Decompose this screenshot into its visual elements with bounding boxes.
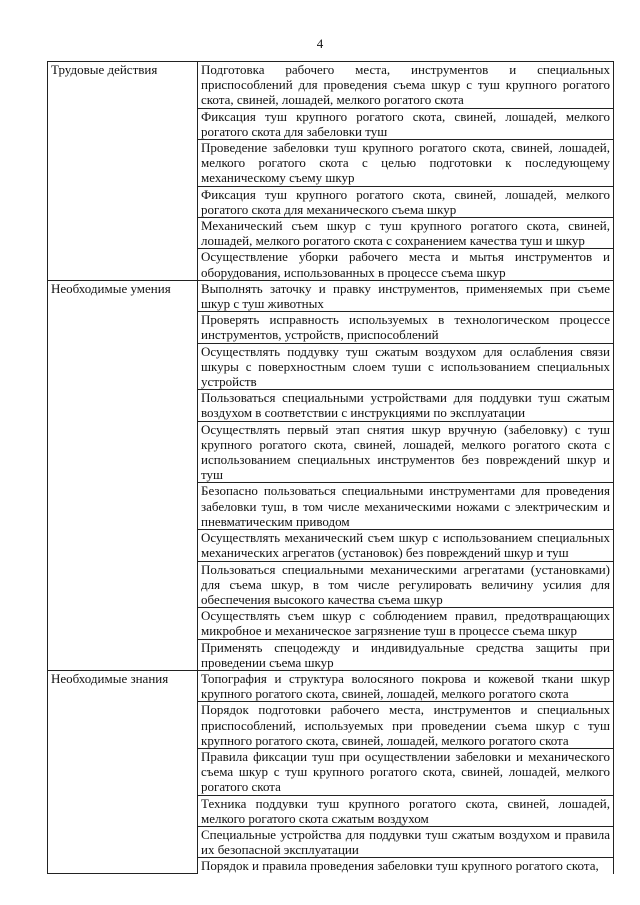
section-item: Порядок и правила проведения забеловки туш крупного рогатого скота, [198,858,614,874]
section-item: Проверять исправность используемых в технологическом процессе инструментов, устройств, приспособлений [198,312,614,343]
competency-table [47,61,614,874]
section-item: Подготовка рабочего места, инструментов и специальных приспособлений для проведения съема шкур с туш крупного рогатого скота, свиней, лошадей, мелкого рогатого скота [198,62,614,109]
section-label: Трудовые действия [48,62,198,281]
section-item: Специальные устройства для поддувки туш сжатым воздухом и правила их безопасной эксплуатации [198,826,614,857]
section-label: Необходимые знания [48,670,198,873]
table-row [48,62,614,109]
section-item: Осуществлять съем шкур с соблюдением правил, предотвращающих микробное и механическое загрязнение туш в процессе съема шкур [198,608,614,639]
page-number: 4 [316,36,324,51]
section-item: Пользоваться специальными механическими агрегатами (установками) для съема шкур, в том числе регулировать величину усилия для обеспечения высокого качества съема шкур [198,561,614,608]
section-item: Применять спецодежду и индивидуальные средства защиты при проведении съема шкур [198,639,614,670]
section-item: Фиксация туш крупного рогатого скота, свиней, лошадей, мелкого рогатого скота для механического съема шкур [198,186,614,217]
section-item: Правила фиксации туш при осуществлении забеловки и механического съема шкур с туш крупного рогатого скота, свиней, лошадей, мелкого рогатого скота [198,748,614,795]
section-item: Фиксация туш крупного рогатого скота, свиней, лошадей, мелкого рогатого скота для забеловки туш [198,108,614,139]
section-item: Техника поддувки туш крупного рогатого скота, свиней, лошадей, мелкого рогатого скота сжатым воздухом [198,795,614,826]
section-item: Осуществление уборки рабочего места и мытья инструментов и оборудования, использованных в процессе съема шкур [198,249,614,280]
section-item: Пользоваться специальными устройствами для поддувки туш сжатым воздухом в соответствии с инструкциями по эксплуатации [198,390,614,421]
section-item: Выполнять заточку и правку инструментов, применяемых при съеме шкур с туш животных [198,280,614,311]
section-item: Осуществлять первый этап снятия шкур вручную (забеловку) с туш крупного рогатого скота, свиней, лошадей, мелкого рогатого скота с использованием специальных инструментов без повреждений шкур и туш [198,421,614,483]
table-row [48,670,614,701]
table-body [48,62,614,874]
section-item: Механический съем шкур с туш крупного рогатого скота, свиней, лошадей, мелкого рогатого скота с сохранением качества туш и шкур [198,218,614,249]
section-label: Необходимые умения [48,280,198,670]
table-row [48,280,614,311]
section-item: Топография и структура волосяного покрова и кожевой ткани шкур крупного рогатого скота, свиней, лошадей, мелкого рогатого скота [198,670,614,701]
section-item: Порядок подготовки рабочего места, инструментов и специальных приспособлений, используемых при проведении съема шкур с туш крупного рогатого скота, свиней, лошадей, мелкого рогатого скота [198,702,614,749]
section-item: Безопасно пользоваться специальными инструментами для проведения забеловки туш, в том числе механическими ножами с электрическим и пневматическим приводом [198,483,614,530]
section-item: Осуществлять поддувку туш сжатым воздухом для ослабления связи шкуры с поверхностным слоем туши с использованием специальных устройств [198,343,614,390]
section-item: Проведение забеловки туш крупного рогатого скота, свиней, лошадей, мелкого рогатого скота с целью подготовки к последующему механическому съему шкур [198,140,614,187]
section-item: Осуществлять механический съем шкур с использованием специальных механических агрегатов (установок) без повреждений шкур и туш [198,530,614,561]
